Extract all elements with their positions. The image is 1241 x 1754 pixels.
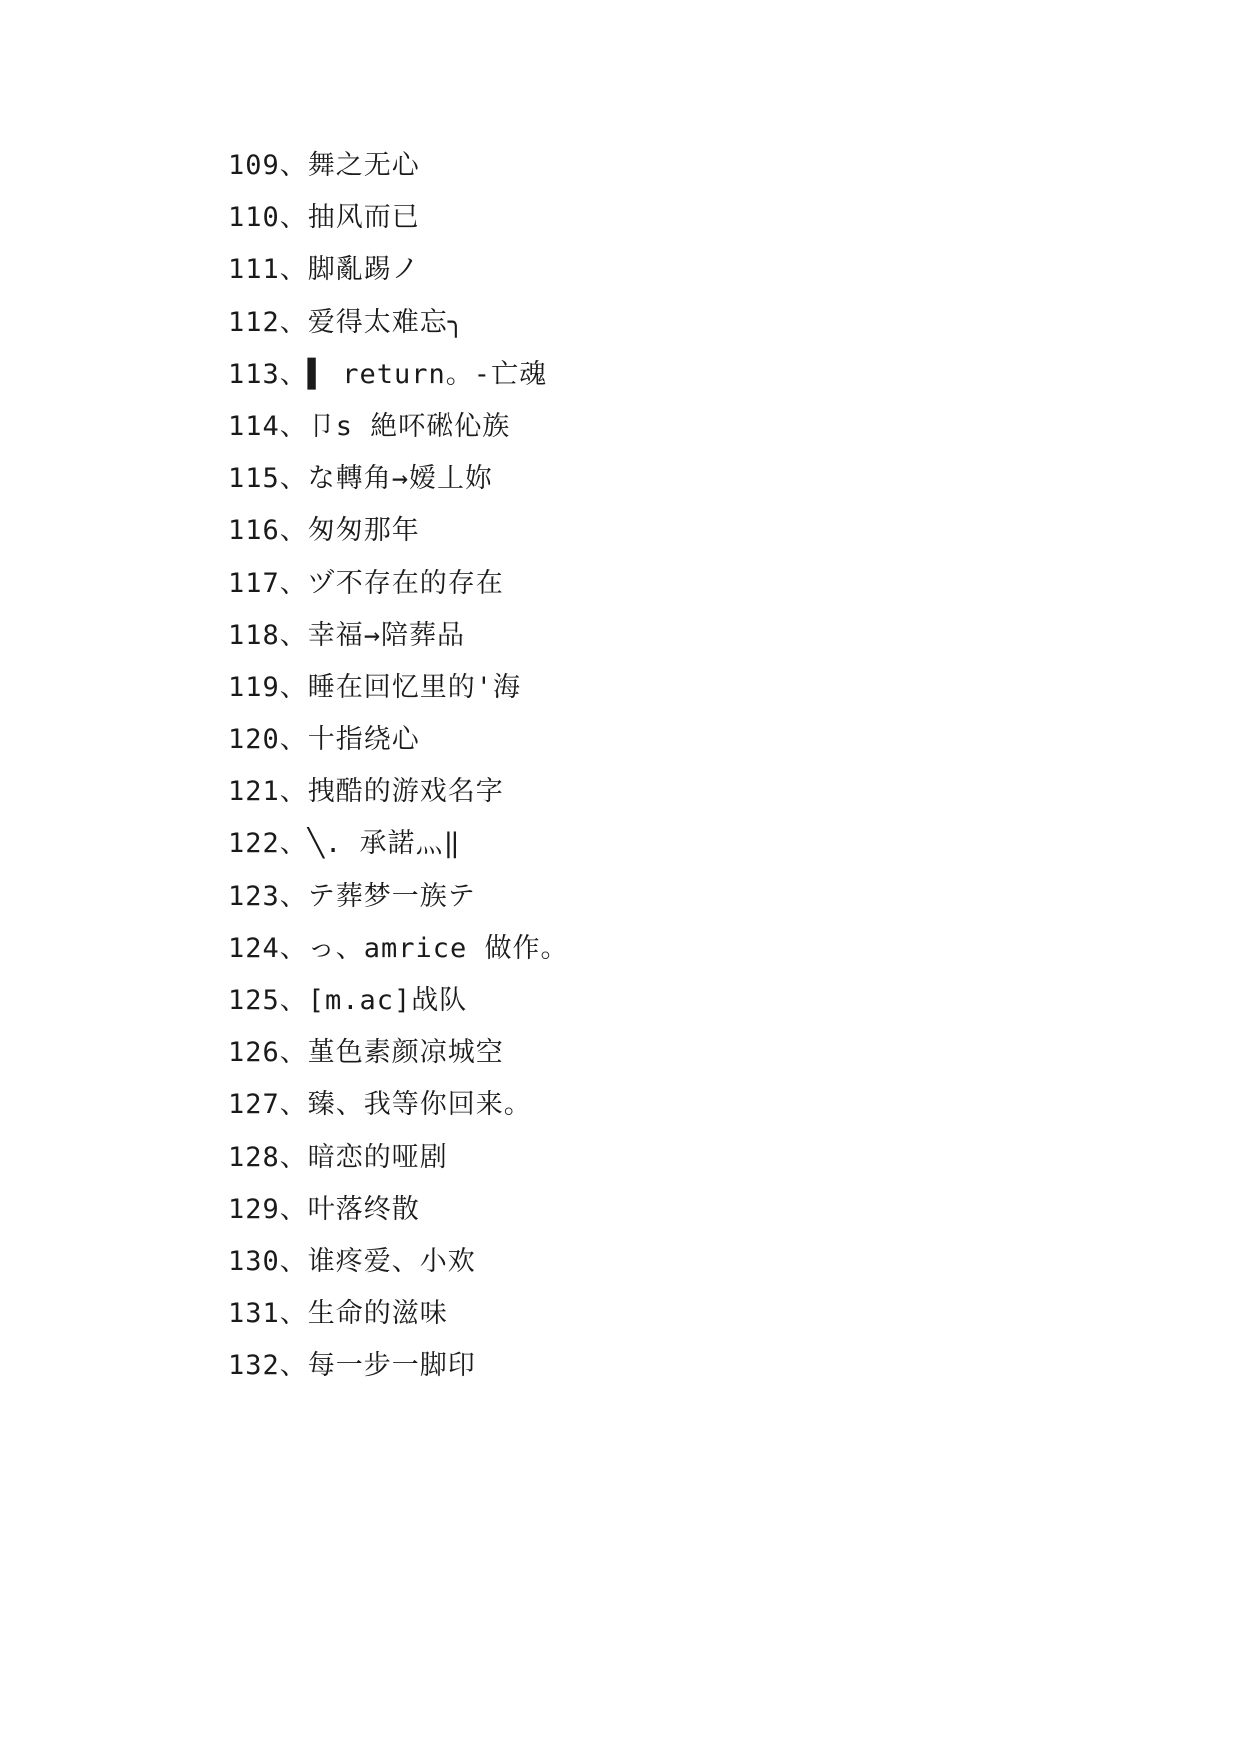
list-item: 112、爱得太难忘╮ xyxy=(228,306,466,338)
list-item: 128、暗恋的哑剧 xyxy=(228,1141,448,1173)
list-item: 125、[m.ac]战队 xyxy=(228,985,468,1016)
list-item: 122、╲. 承諾灬‖ xyxy=(228,828,461,860)
list-item: 116、匆匆那年 xyxy=(228,515,420,547)
list-item: 121、拽酷的游戏名字 xyxy=(228,776,504,808)
list-item: 120、十指绕心 xyxy=(228,724,420,756)
list-item: 130、谁疼爱、小欢 xyxy=(228,1245,476,1277)
list-item: 126、堇色素颜凉城空 xyxy=(228,1037,504,1069)
list-item: 111、脚亂踢ノ xyxy=(228,254,420,286)
list-item: 117、ヅ不存在的存在 xyxy=(228,567,504,599)
list-item: 119、睡在回忆里的'海 xyxy=(228,671,522,703)
list-item: 109、舞之无心 xyxy=(228,150,420,181)
list-item: 127、臻、我等你回来。 xyxy=(228,1089,532,1121)
list-item: 110、抽风而已 xyxy=(228,202,420,234)
list-item: 124、っ、amrice 做作。 xyxy=(228,932,569,964)
list-item: 115、な轉角→嫒丄妳 xyxy=(228,463,494,495)
list-item: 118、幸福→陪葬品 xyxy=(228,619,466,651)
list-item: 123、テ葬梦一族テ xyxy=(228,880,476,912)
list-item: 113、▌ return。-亡魂 xyxy=(228,358,548,390)
list-item: 129、叶落终散 xyxy=(228,1193,420,1225)
list-item: 131、生命的滋味 xyxy=(228,1298,448,1330)
name-list xyxy=(228,140,569,1393)
list-item: 114、卩s 絶吥硹伈族 xyxy=(228,410,511,442)
list-item: 132、每一步一脚印 xyxy=(228,1350,476,1382)
